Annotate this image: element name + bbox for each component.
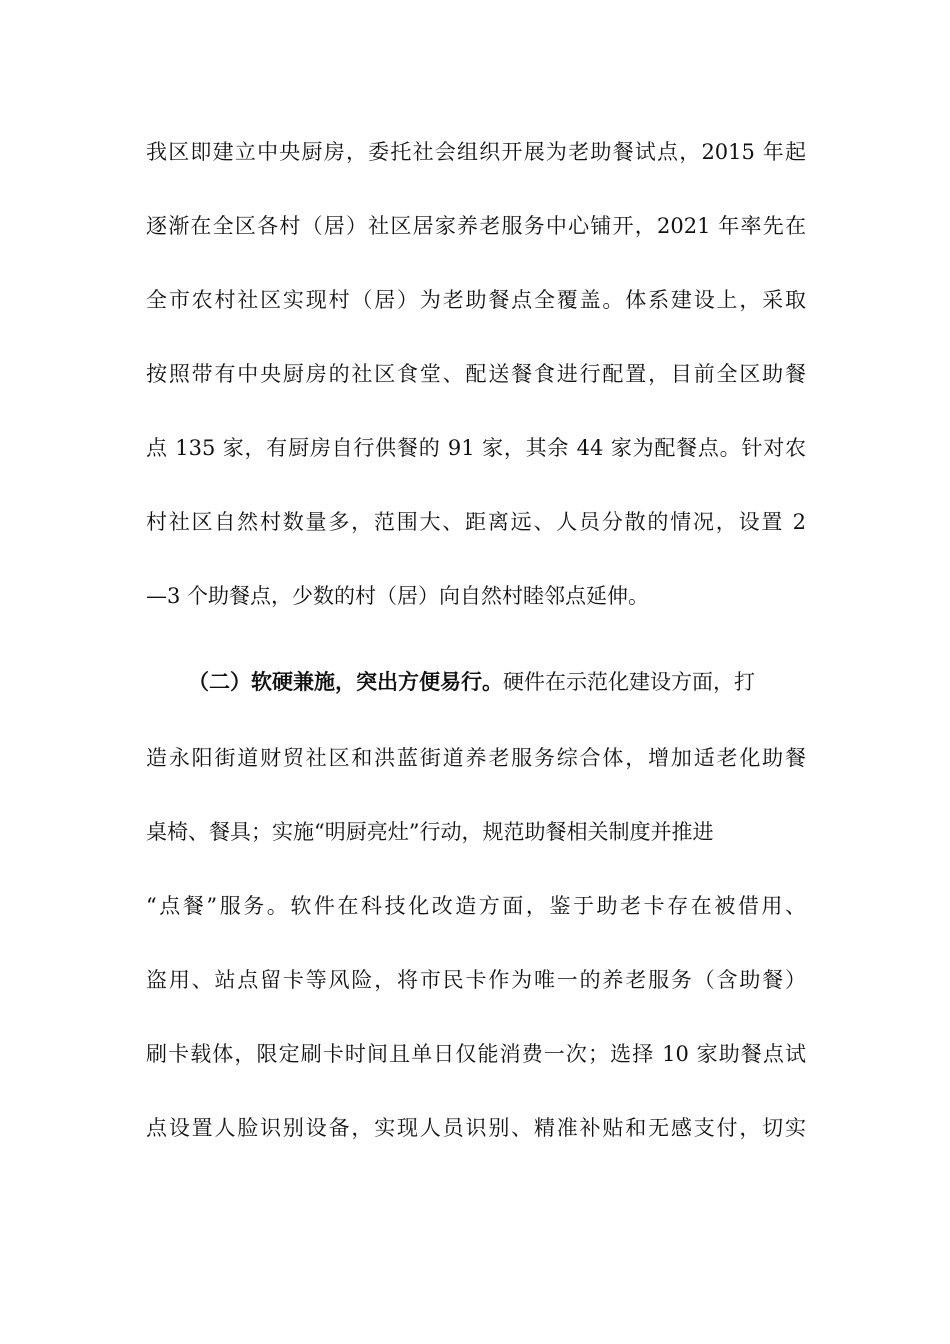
body-text-line: 点设置人脸识别设备，实现人员识别、精准补贴和无感支付，切实: [146, 1116, 806, 1140]
body-text-line: 逐渐在全区各村（居）社区居家养老服务中心铺开，2021 年率先在: [146, 214, 806, 238]
body-text-line: 点 135 家，有厨房自行供餐的 91 家，其余 44 家为配餐点。针对农: [146, 436, 806, 460]
body-text-line: 全市农村社区实现村（居）为老助餐点全覆盖。体系建设上，采取: [146, 288, 806, 312]
body-text-line: 按照带有中央厨房的社区食堂、配送餐食进行配置，目前全区助餐: [146, 362, 806, 386]
body-text-line: 盗用、站点留卡等风险，将市民卡作为唯一的养老服务（含助餐）: [146, 968, 806, 992]
body-text-line: 我区即建立中央厨房，委托社会组织开展为老助餐试点，2015 年起: [146, 140, 806, 164]
section-heading: （二）软硬兼施，突出方便易行。: [188, 669, 503, 694]
body-text-line: 桌椅、餐具；实施“明厨亮灶”行动，规范助餐相关制度并推进: [146, 820, 714, 844]
body-text-line: 村社区自然村数量多，范围大、距离远、人员分散的情况，设置 2: [146, 510, 806, 534]
heading-line-rest: 硬件在示范化建设方面，打: [503, 670, 755, 694]
body-text-line: 造永阳街道财贸社区和洪蓝街道养老服务综合体，增加适老化助餐: [146, 746, 806, 770]
section-heading-line: [188, 664, 806, 700]
body-text-line-last: —3 个助餐点，少数的村（居）向自然村睦邻点延伸。: [146, 584, 650, 608]
body-text-line: 刷卡载体，限定刷卡时间且单日仅能消费一次；选择 10 家助餐点试: [146, 1042, 806, 1066]
body-text-line: “点餐”服务。软件在科技化改造方面，鉴于助老卡存在被借用、: [146, 894, 806, 918]
